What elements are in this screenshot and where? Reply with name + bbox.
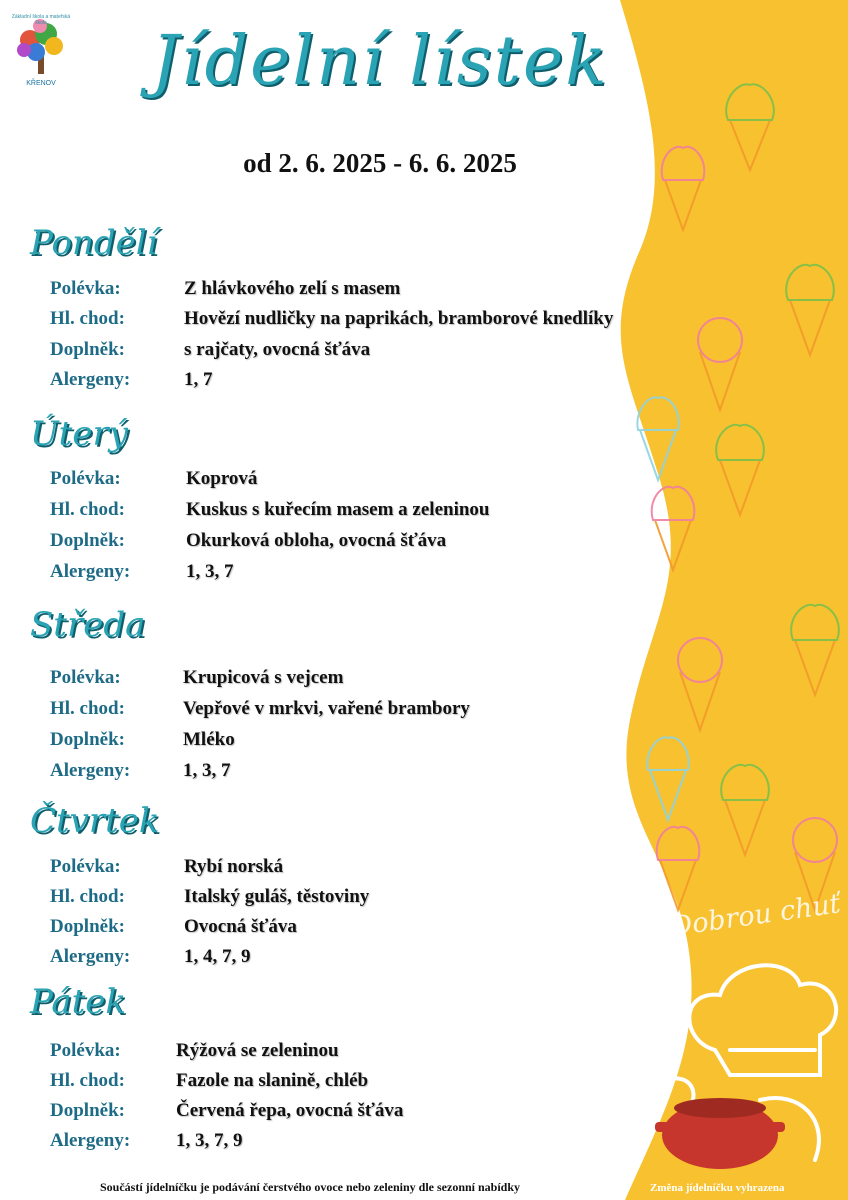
day-heading-thursday: Čtvrtek (30, 801, 160, 841)
value-main: Hovězí nudličky na paprikách, bramborové knedlíky (184, 308, 614, 329)
day-heading-monday: Pondělí (30, 223, 158, 263)
label-side: Doplněk: (50, 916, 125, 937)
value-allergens: 1, 7 (184, 369, 213, 390)
label-side: Doplněk: (50, 729, 125, 750)
value-side: Mléko (183, 729, 235, 750)
wavy-yellow-background (620, 0, 848, 1200)
menu-row-side (50, 530, 650, 556)
menu-row-soup (50, 468, 650, 494)
value-soup: Krupicová s vejcem (183, 667, 344, 688)
label-soup: Polévka: (50, 468, 121, 489)
menu-row-soup (50, 667, 650, 693)
label-side: Doplněk: (50, 339, 125, 360)
dobrou-chut-text: Dobrou chuť (668, 888, 843, 943)
value-soup: Z hlávkového zelí s masem (184, 278, 401, 299)
menu-row-side (50, 916, 650, 942)
value-main: Kuskus s kuřecím masem a zeleninou (186, 499, 490, 520)
logo-caption: KŘENOV (26, 80, 56, 87)
menu-row-soup (50, 278, 690, 304)
menu-row-soup (50, 1040, 650, 1066)
value-allergens: 1, 4, 7, 9 (184, 946, 251, 967)
value-allergens: 1, 3, 7 (186, 561, 234, 582)
day-heading-wednesday: Středa (30, 605, 146, 645)
value-soup: Koprová (186, 468, 258, 489)
menu-row-allergens (50, 946, 650, 972)
label-soup: Polévka: (50, 278, 121, 299)
menu-row-allergens (50, 1130, 650, 1156)
menu-row-main (50, 1070, 650, 1096)
value-soup: Rybí norská (184, 856, 284, 877)
menu-row-allergens (50, 760, 650, 786)
value-main: Italský guláš, těstoviny (184, 886, 370, 907)
menu-row-side (50, 729, 650, 755)
menu-row-soup (50, 856, 650, 882)
label-soup: Polévka: (50, 667, 121, 688)
label-allergens: Alergeny: (50, 561, 131, 582)
label-main: Hl. chod: (50, 1070, 125, 1091)
day-heading-tuesday: Úterý (30, 414, 128, 454)
label-side: Doplněk: (50, 1100, 125, 1121)
value-side: s rajčaty, ovocná šťáva (184, 339, 371, 360)
menu-row-side (50, 339, 690, 365)
menu-row-allergens (50, 369, 690, 395)
value-allergens: 1, 3, 7, 9 (176, 1130, 243, 1151)
label-soup: Polévka: (50, 1040, 121, 1061)
school-logo (10, 14, 72, 96)
label-allergens: Alergeny: (50, 946, 131, 967)
date-range: od 2. 6. 2025 - 6. 6. 2025 (243, 148, 517, 178)
value-allergens: 1, 3, 7 (183, 760, 231, 781)
label-soup: Polévka: (50, 856, 121, 877)
menu-row-main (50, 886, 650, 912)
value-main: Fazole na slanině, chléb (176, 1070, 369, 1091)
value-soup: Rýžová se zeleninou (176, 1040, 339, 1061)
page-title: Jídelní lístek (151, 22, 609, 101)
label-allergens: Alergeny: (50, 760, 131, 781)
value-side: Ovocná šťáva (184, 916, 297, 937)
menu-row-allergens (50, 561, 650, 587)
footer-note: Součástí jídelníčku je podávání čerstvého ovoce nebo zeleniny dle sezonní nabídky (100, 1180, 521, 1194)
value-side: Okurková obloha, ovocná šťáva (186, 530, 447, 551)
change-notice: Změna jídelníčku vyhrazena (650, 1182, 785, 1194)
menu-row-side (50, 1100, 650, 1126)
day-heading-friday: Pátek (30, 982, 127, 1022)
menu-row-main (50, 698, 650, 724)
value-main: Vepřové v mrkvi, vařené brambory (183, 698, 470, 719)
logo-school-name: Základní škola a mateřská škola (11, 14, 71, 26)
label-main: Hl. chod: (50, 499, 125, 520)
label-allergens: Alergeny: (50, 1130, 131, 1151)
menu-row-main (50, 308, 690, 334)
label-main: Hl. chod: (50, 886, 125, 907)
label-allergens: Alergeny: (50, 369, 131, 390)
label-main: Hl. chod: (50, 308, 125, 329)
value-side: Červená řepa, ovocná šťáva (176, 1100, 404, 1121)
menu-row-main (50, 499, 650, 525)
label-side: Doplněk: (50, 530, 125, 551)
label-main: Hl. chod: (50, 698, 125, 719)
